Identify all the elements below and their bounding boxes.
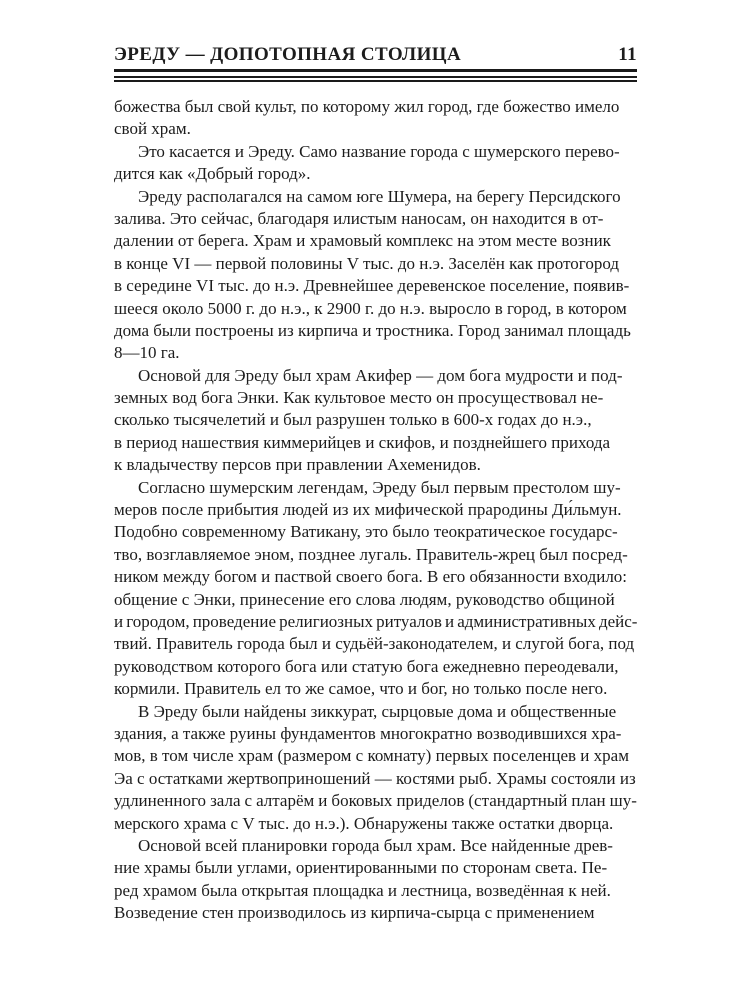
text-line: 8—10 га. (114, 343, 180, 363)
text-line: дома были построены из кирпича и тростника. Город занимал площадь (114, 320, 631, 340)
page-content (114, 44, 637, 924)
paragraph-indent (114, 850, 138, 851)
text-line: Возведение стен производилось из кирпича-сырца с применением (114, 903, 595, 923)
text-line: дится как «Добрый город». (114, 164, 311, 184)
text-line: Это касается и Эреду. Само название города с шумерского перево- (114, 141, 637, 163)
text-line: в середине VI тыс. до н.э. Древнейшее деревенское поселение, появив- (114, 276, 630, 296)
text-line: в конце VI — первой половины V тыс. до н.э. Заселён как протогород (114, 253, 619, 273)
text-line: шееся около 5000 г. до н.э., к 2900 г. до н.э. выросло в город, в котором (114, 298, 627, 318)
text-line: сколько тысячелетий и был разрушен только в 600-х годах до н.э., (114, 410, 592, 430)
text-line: ние храмы были углами, ориентированными по сторонам света. Пе- (114, 858, 608, 878)
paragraph-indent (114, 380, 138, 381)
header-rule-double (114, 76, 637, 82)
text-line: кормили. Правитель ел то же самое, что и бог, но только после него. (114, 679, 608, 699)
text-line: Основой всей планировки города был храм. Все найденные древ- (114, 835, 637, 857)
text-line: в период нашествия киммерийцев и скифов, и позднейшего прихода (114, 432, 611, 452)
text-line: Согласно шумерским легендам, Эреду был первым престолом шу- (114, 477, 637, 499)
text-line: общение с Энки, принесение его слова людям, руководство общиной (114, 589, 615, 609)
text-line: и городом, проведение религиозных ритуалов и административных дейс- (114, 611, 638, 631)
text-line: меров после прибытия людей из их мифической прародины Ди́льмун. (114, 500, 622, 520)
paragraph-indent (114, 156, 138, 157)
paragraph-indent (114, 492, 138, 493)
text-line: В Эреду были найдены зиккурат, сырцовые дома и общественные (114, 701, 637, 723)
text-line: к владычеству персов при правлении Ахеменидов. (114, 455, 481, 475)
text-line: руководством которого бога или статую бога ежедневно переодевали, (114, 656, 619, 676)
text-line: удлиненного зала с алтарём и боковых приделов (стандартный план шу- (114, 791, 637, 811)
text-line: залива. Это сейчас, благодаря илистым наносам, он находится в от- (114, 208, 604, 228)
text-line: Эа с остатками жертвоприношений — костями рыб. Храмы состояли из (114, 768, 636, 788)
page-header (114, 44, 637, 66)
paragraph-indent (114, 201, 138, 202)
page-number: 11 (618, 44, 637, 65)
text-line: мерского храма с V тыс. до н.э.). Обнаружены также остатки дворца. (114, 813, 614, 833)
text-line: земных вод бога Энки. Как культовое место он просуществовал не- (114, 388, 604, 408)
text-line: Основой для Эреду был храм Акифер — дом бога мудрости и под- (114, 365, 637, 387)
paragraph-indent (114, 716, 138, 717)
text-line: Подобно современному Ватикану, это было теократическое государс- (114, 522, 618, 542)
text-line: божества был свой культ, по которому жил город, где божество имело (114, 97, 620, 116)
text-line: здания, а также руины фундаментов многократно возводившихся хра- (114, 723, 622, 743)
text-line: тво, возглавляемое эном, позднее лугаль. Правитель-жрец был посред- (114, 544, 628, 564)
text-line: свой храм. (114, 119, 191, 139)
header-rule-thick (114, 69, 637, 72)
text-line: мов, в том числе храм (размером с комнату) первых поселенцев и храм (114, 746, 629, 766)
text-line: твий. Правитель города был и судьёй-законодателем, и слугой бога, под (114, 634, 635, 654)
running-title: ЭРЕДУ — ДОПОТОПНАЯ СТОЛИЦА (114, 44, 462, 65)
text-line: Эреду располагался на самом юге Шумера, на берегу Персидского (114, 186, 637, 208)
text-line: ред храмом была открытая площадка и лестница, возведённая к ней. (114, 880, 611, 900)
text-line: далении от берега. Храм и храмовый комплекс на этом месте возник (114, 231, 611, 251)
body-text (114, 96, 637, 924)
text-line: ником между богом и паствой своего бога. В его обязанности входило: (114, 567, 628, 587)
